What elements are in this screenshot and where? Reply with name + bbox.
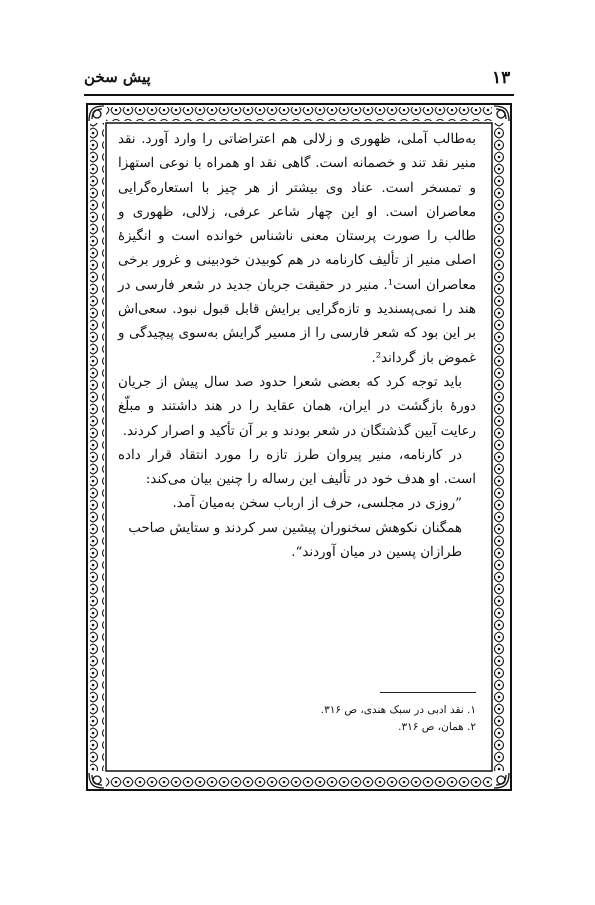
section-title: پیش سخن (84, 68, 151, 86)
quote-line-1: ”روزی در مجلسی، حرف از ارباب سخن به‌میان آمد. (172, 496, 462, 512)
paragraph-1: به‌طالب آملی، ظهوری و زلالی هم اعتراضاتی را وارد آورد. نقد منیر نقد تند و خصمانه است. گاهی نقد او همراه با نوعی استهزا و تمسخر است. عناد وی بیشتر از هر چیز با استعاره‌گرایی معاصران است. او این چهار شاعر عرفی، زلالی، ظهوری و طالب را صورت پرستان معنی ناشناس خوانده است و انگیزهٔ اصلی منیر از تألیف کارنامه در هم کوبیدن خودبینی و غرور برخی معاصران است¹. منیر در حقیقت جریان جدید در شعر فارسی در هند را نمی‌پسندید و تازه‌گرایی برایش قابل قبول نبود. سعی‌اش بر این بود که شعر فارسی را از مسیر گرایش به‌سوی پیچیدگی و غموض باز گرداند². (118, 132, 476, 366)
paragraph-2: باید توجه کرد که بعضی شعرا حدود صد سال پیش از جریان دورهٔ بازگشت در ایران، همان عقاید را در هند داشتند و مبلّغ رعایت آیین گذشتگان در شعر بودند و بر آن تأکید و اصرار کردند. (118, 374, 476, 439)
paragraph-3: در کارنامه، منیر پیروان طرز تازه را مورد انتقاد قرار داده است. او هدف خود در تألیف این رساله را چنین بیان می‌کند: (118, 447, 476, 488)
page-number: ۱۳ (492, 68, 511, 88)
main-text (118, 128, 476, 748)
footnote-1: ۱. نقد ادبی در سبک هندی، ص ۳۱۶. (320, 704, 476, 716)
quote-line-2: همگنان نکوهش سخنوران پیشین سر کردند و ستایش صاحب طرازان پسین در میان آوردند“. (128, 520, 462, 561)
footnotes (118, 702, 476, 736)
footnote-2: ۲. همان، ص ۳۱۶. (398, 721, 476, 733)
footnote-rule (380, 692, 476, 693)
header-rule (84, 94, 514, 96)
